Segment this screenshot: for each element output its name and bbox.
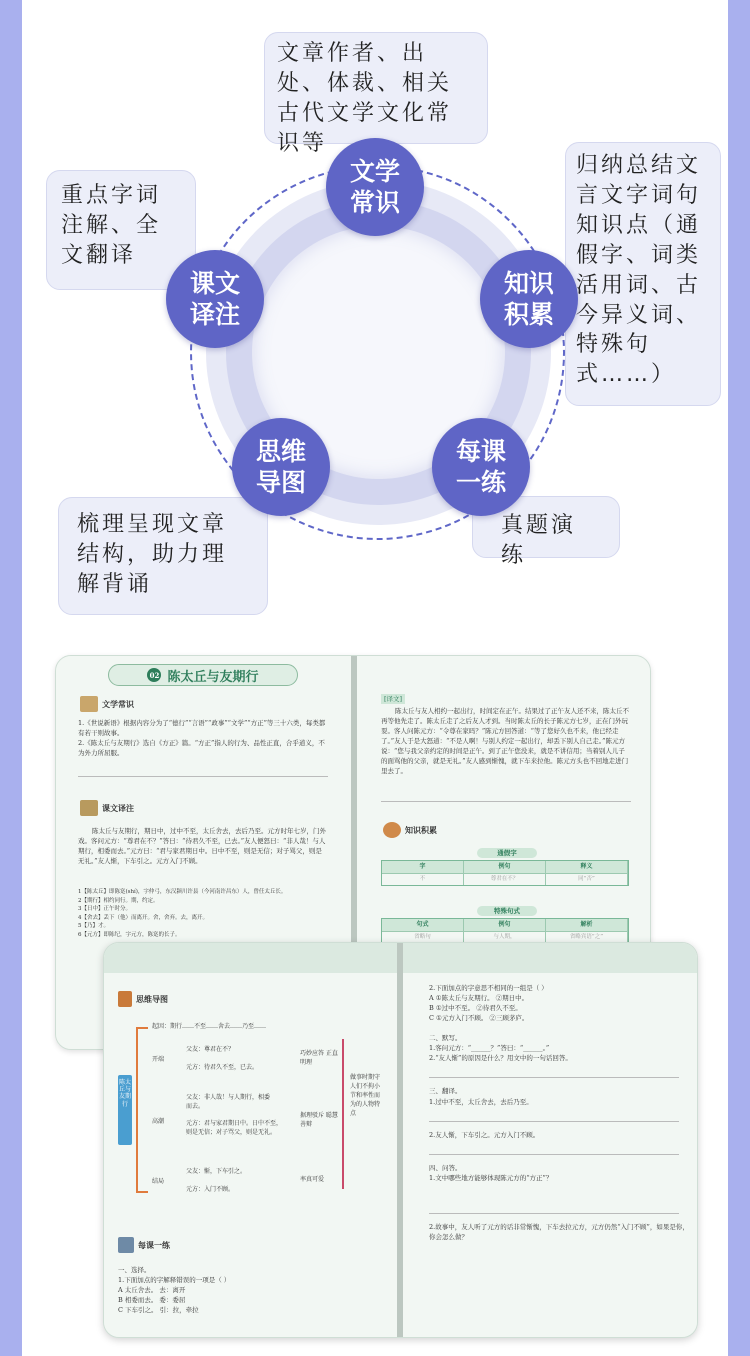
note-item: 3【日中】正午时分。 xyxy=(78,906,131,913)
flag-icon xyxy=(118,991,132,1007)
node-meike xyxy=(432,418,530,516)
option-item: B ①过中不至。 ②待君久不至。 xyxy=(429,1004,522,1013)
section-head-siwei xyxy=(118,991,168,1007)
table-header xyxy=(382,919,628,931)
answer-line xyxy=(429,1154,679,1155)
node-siwei xyxy=(232,418,330,516)
col-header: 字 xyxy=(382,861,464,873)
option-item: A ①陈太丘与友期行。 ②期日中。 xyxy=(429,994,529,1003)
mind-kd2: 元方：待君久不至，已去。 xyxy=(186,1064,259,1071)
mind-kd1: 父友：尊君在不？ xyxy=(186,1046,235,1053)
table-cell: 同“否” xyxy=(546,874,628,885)
question-section-title: 一、选择。 xyxy=(118,1266,151,1274)
meike-questions xyxy=(118,1265,378,1315)
node-wenxue-label: 文学常识 xyxy=(349,156,400,217)
mind-qiyin: 起因：期行……不至……舍去……乃至…… xyxy=(152,1023,267,1030)
mind-summary: 做事时期守人们不拘小节和率性而为的人物特点 xyxy=(350,1074,381,1117)
divider xyxy=(381,801,631,802)
lesson-number-badge: 02 xyxy=(147,668,161,682)
section-title-siwei: 思维导图 xyxy=(136,994,168,1004)
question-text: 1.客问元方：“______？”答曰：“______。” xyxy=(429,1044,550,1053)
answer-line xyxy=(429,1213,679,1214)
question-text: 2.“友人惭”的原因是什么？用文中的一句话回答。 xyxy=(429,1054,572,1063)
book2-right-page xyxy=(403,943,698,1337)
bracket-line xyxy=(136,1191,148,1193)
node-zhishi xyxy=(480,250,578,348)
wenxue-text xyxy=(78,718,328,758)
mind-jieju: 结局 xyxy=(152,1178,165,1185)
question-text: 1.过中不至，太丘舍去，去后乃至。 xyxy=(429,1097,533,1106)
option-item: C ①元方入门不顾。 ②三顾茅庐。 xyxy=(429,1014,529,1023)
fist-icon xyxy=(383,822,401,838)
table-title-tongjiazi: 通假字 xyxy=(477,848,537,858)
table-header xyxy=(382,861,628,873)
col-header: 释义 xyxy=(546,861,628,873)
question-section-title: 三、翻译。 xyxy=(429,1087,462,1096)
note-item: 4【舍去】丢下（他）而离开。舍，舍弃。去，离开。 xyxy=(78,914,209,921)
table-cell: 与人期， xyxy=(464,932,546,943)
question-text: 2.下面加点的字意思不相同的一组是（ ） xyxy=(429,984,548,992)
note-item: 1【陈太丘】即陈寔(shí)，字仲弓，东汉颍川许县（今河南许昌东）人，曾任太丘长。 xyxy=(78,889,287,895)
mind-map-root-label: 陈太丘与友期行 xyxy=(118,1079,131,1108)
section-head-zhishi xyxy=(383,822,437,838)
table-cell: 尊君在不？ xyxy=(464,874,546,885)
question-text: 1.文中哪些地方能够体现陈元方的“方正”？ xyxy=(429,1173,553,1182)
callout-zhishi-text: 归纳总结文言文字词句知识点（通假字、词类活用词、古今异义词、特殊句式……） xyxy=(576,153,702,388)
mind-gc-result: 据理驳斥 聪慧善辩 xyxy=(300,1112,338,1128)
col-header: 解析 xyxy=(546,919,628,931)
section-title-zhishi: 知识积累 xyxy=(405,825,437,835)
section-head-wenxue xyxy=(80,696,134,712)
lesson-title-banner xyxy=(108,664,298,686)
mind-gc1: 父友：非人哉！与人期行，相委而去。 xyxy=(186,1094,271,1110)
section-head-meike xyxy=(118,1237,170,1253)
mind-map xyxy=(114,1019,394,1199)
option-item: A 太丘舍去。 去：离开 xyxy=(118,1286,186,1295)
scroll-icon xyxy=(80,800,98,816)
kewen-notes xyxy=(78,888,328,939)
node-zhishi-label: 知识积累 xyxy=(503,268,554,329)
exercise-content xyxy=(429,983,691,1242)
book-stack-icon xyxy=(80,696,98,712)
node-meike-label: 每课一练 xyxy=(455,436,506,497)
mind-jj1: 父友：惭，下车引之。 xyxy=(186,1168,247,1175)
feature-diagram xyxy=(0,0,750,640)
callout-siwei xyxy=(58,497,268,615)
option-item: C 下车引之。 引：拉，牵拉 xyxy=(118,1306,199,1315)
teshu-table xyxy=(381,918,629,944)
practice-icon xyxy=(118,1237,134,1253)
kewen-text: 陈太丘与友期行，期日中，过中不至，太丘舍去，去后乃至。元方时年七岁，门外戏。客问元方：“尊君在不？”答曰：“待君久不至，已去。”友人便怒曰：“非人哉！与人期行，相委而去。”元方曰：“君与家君期日中。日中不至，则是无信；对子骂父，则是无礼。”友人惭，下车引之。元方入门不顾。 xyxy=(78,827,326,866)
node-kewen-label: 课文译注 xyxy=(189,268,240,329)
wenxue-text-1: 1.《世说新语》根据内容分为了“德行”“言语”“政事”“文学”“方正”等三十六类，每类都有若干则故事。 xyxy=(78,719,326,738)
answer-line xyxy=(429,1077,679,1078)
mind-jj2: 元方：入门不顾。 xyxy=(186,1186,235,1193)
bracket-line xyxy=(136,1027,148,1029)
table-cell: 省略宾语“之” xyxy=(546,932,628,943)
table-title-teshu: 特殊句式 xyxy=(477,906,537,916)
answer-line xyxy=(429,1121,679,1122)
question-text: 2.故事中，友人听了元方的话非常惭愧，下车去拉元方，元方仍然“入门不顾”，如果是你，你会怎么做？ xyxy=(429,1222,689,1241)
section-title-meike: 每课一练 xyxy=(138,1240,170,1250)
book2-left-page xyxy=(104,943,397,1337)
question-section-title: 二、默写。 xyxy=(429,1034,462,1043)
page-top-band xyxy=(104,943,397,973)
node-wenxue xyxy=(326,138,424,236)
callout-wenxue-text: 文章作者、出处、体裁、相关古代文学文化常识等 xyxy=(277,41,453,156)
note-item: 6【元方】即陈纪，字元方，陈寔的长子。 xyxy=(78,931,181,938)
question-section-title: 四、问答。 xyxy=(429,1163,462,1172)
question-text: 2.友人惭，下车引之。元方入门不顾。 xyxy=(429,1130,540,1139)
mind-jj-result: 率真可爱 xyxy=(300,1176,325,1183)
table-row xyxy=(382,873,628,885)
divider xyxy=(78,776,328,777)
mind-map-root xyxy=(118,1075,132,1145)
callout-kewen-text: 重点字词注解、全文翻译 xyxy=(61,183,162,268)
yiwen-text: 陈太丘与友人相约一起出行，时间定在正午。结果过了正午友人还不来，陈太丘不再等他先走了。陈太丘走了之后友人才到。当时陈太丘的长子陈元方七岁，正在门外玩耍。客人问陈元方：“令尊在家吗？”陈元方回答道：“等了您好久也不来，他已经走了。”友人于是大怒道：“不是人啊！与别人约定一起出行，却丢下别人自己走。”陈元方说：“您与我父亲约定的时间是正午。到了正午您没来，就是不讲信用；当着别人儿子的面骂他的父亲，就是无礼。”友人感到惭愧，就下车来拉他。陈元方头也不回地走进门里去了。 xyxy=(381,707,629,776)
section-title-wenxue: 文学常识 xyxy=(102,699,134,709)
lesson-title: 陈太丘与友期行 xyxy=(167,669,259,685)
yiwen-label: [译文] xyxy=(381,694,405,704)
bracket-line xyxy=(342,1039,344,1189)
node-kewen xyxy=(166,250,264,348)
callout-siwei-text: 梳理呈现文章结构，助力理解背诵 xyxy=(77,512,228,597)
section-title-kewen: 课文译注 xyxy=(102,803,134,813)
note-item: 5【乃】才。 xyxy=(78,923,109,930)
note-item: 2【期行】相约同行。期，约定。 xyxy=(78,897,159,904)
book-preview-front xyxy=(103,942,698,1338)
mind-gaochao: 高潮 xyxy=(152,1118,165,1125)
callout-zhishi xyxy=(565,142,721,406)
col-header: 句式 xyxy=(382,919,464,931)
node-siwei-label: 思维导图 xyxy=(255,436,306,497)
question-text: 1.下面加点的字解释错误的一项是（ ） xyxy=(118,1276,231,1285)
section-head-kewen xyxy=(80,800,134,816)
col-header: 例句 xyxy=(464,919,546,931)
page-top-band xyxy=(403,943,698,973)
tongjiazi-table xyxy=(381,860,629,886)
col-header: 例句 xyxy=(464,861,546,873)
mind-gc2: 元方：君与家君期日中。日中不至，则是无信；对子骂父，则是无礼。 xyxy=(186,1120,283,1136)
table-cell: 省略句 xyxy=(382,932,464,943)
table-cell: 不 xyxy=(382,874,464,885)
wenxue-text-2: 2.《陈太丘与友期行》选自《方正》篇。“方正”指人的行为、品性正直，合乎道义，不为外力所屈服。 xyxy=(78,739,325,758)
mind-kd-result: 巧妙应答 正直明理 xyxy=(300,1050,338,1066)
option-item: B 相委而去。 委：委屈 xyxy=(118,1296,186,1305)
callout-wenxue xyxy=(264,32,488,156)
callout-meike-text: 真题演练 xyxy=(501,513,577,568)
mind-kaiduan: 开端 xyxy=(152,1056,165,1063)
bracket-line xyxy=(136,1027,138,1193)
